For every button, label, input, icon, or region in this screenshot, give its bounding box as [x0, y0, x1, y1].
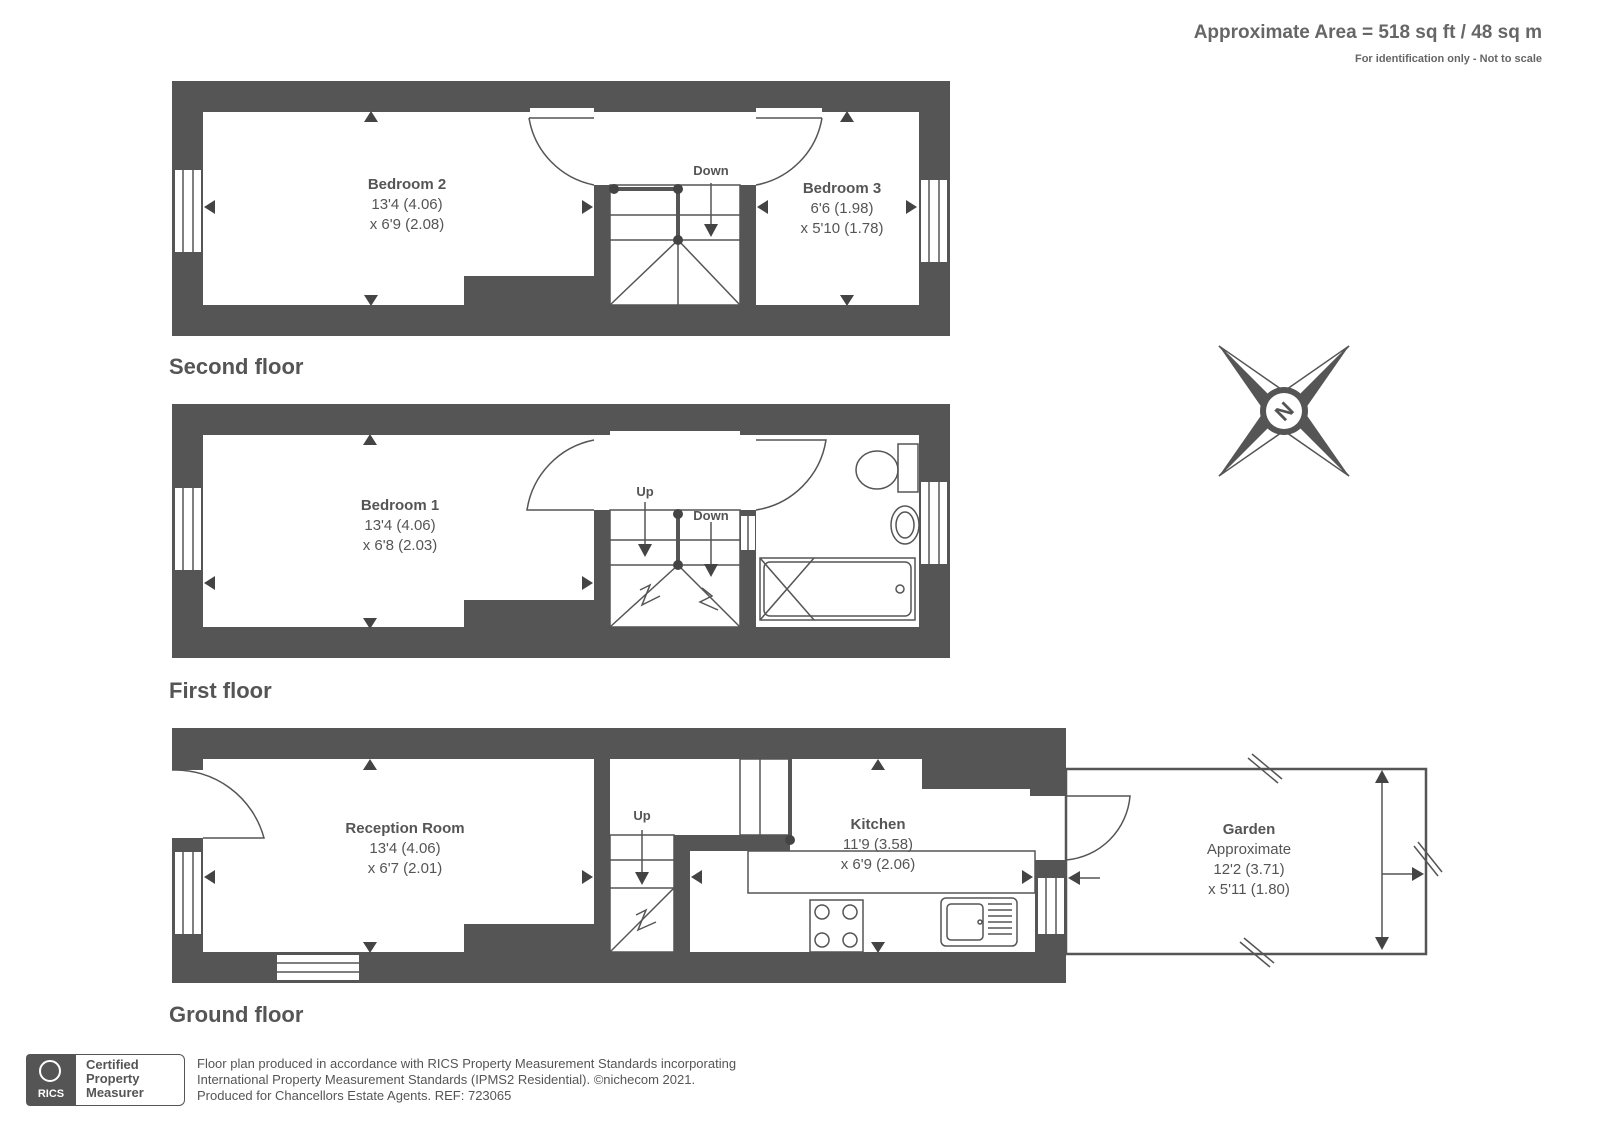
cert-line-2: Property	[86, 1071, 140, 1086]
room-dim-reception-length: 13'4 (4.06)	[369, 840, 441, 857]
cert-line-1: Certified	[86, 1057, 139, 1072]
room-dim-bedroom-2-length: 13'4 (4.06)	[371, 196, 443, 213]
stair-label-down: Down	[693, 163, 729, 178]
room-name-bedroom-1: Bedroom 1	[360, 497, 440, 514]
compass-rose-icon	[1154, 281, 1414, 541]
stair-label-down-first: Down	[693, 508, 729, 523]
identification-note: For identification only - Not to scale	[1354, 53, 1542, 65]
footer-line-3: Produced for Chancellors Estate Agents. REF: 723065	[197, 1088, 512, 1103]
room-dim-kitchen-length: 11'9 (3.58)	[842, 836, 914, 853]
first-floor-plan	[172, 404, 950, 658]
garden-approximate: Approximate	[1206, 841, 1292, 858]
room-dim-bedroom-1-width: x 6'8 (2.03)	[362, 537, 438, 554]
stair-label-up-ground: Up	[633, 808, 651, 823]
rics-logo-text: RICS	[37, 1088, 65, 1100]
room-dim-bedroom-3-length: 6'6 (1.98)	[810, 200, 874, 217]
rics-logo-icon	[26, 1054, 76, 1106]
compass-letter: N	[1269, 396, 1299, 426]
room-name-kitchen: Kitchen	[850, 816, 906, 833]
approximate-area: Approximate Area = 518 sq ft / 48 sq m	[1193, 22, 1542, 43]
room-dim-garden-width: x 5'11 (1.80)	[1208, 881, 1290, 898]
floor-label-second: Second floor	[169, 354, 304, 379]
room-name-bedroom-2: Bedroom 2	[367, 176, 447, 193]
rics-certified-badge	[26, 1054, 186, 1106]
room-dim-bedroom-2-width: x 6'9 (2.08)	[369, 216, 445, 233]
cert-line-3: Measurer	[86, 1085, 144, 1100]
room-name-garden: Garden	[1222, 821, 1276, 838]
room-dim-reception-width: x 6'7 (2.01)	[367, 860, 443, 877]
room-name-reception: Reception Room	[345, 820, 465, 837]
stair-label-up-first: Up	[636, 484, 654, 499]
floor-label-ground: Ground floor	[169, 1002, 304, 1027]
floor-label-first: First floor	[169, 678, 272, 703]
room-dim-bedroom-1-length: 13'4 (4.06)	[364, 517, 436, 534]
room-dim-bedroom-3-width: x 5'10 (1.78)	[800, 220, 884, 237]
room-dim-kitchen-width: x 6'9 (2.06)	[840, 856, 916, 873]
footer-disclaimer	[197, 1056, 736, 1104]
room-name-bedroom-3: Bedroom 3	[802, 180, 882, 197]
footer-line-1: Floor plan produced in accordance with RICS Property Measurement Standards incorporating	[197, 1056, 737, 1071]
room-dim-garden-length: 12'2 (3.71)	[1213, 861, 1285, 878]
footer-line-2: International Property Measurement Standards (IPMS2 Residential). ©nichecom 2021.	[197, 1072, 696, 1087]
certified-measurer-box	[76, 1054, 185, 1106]
